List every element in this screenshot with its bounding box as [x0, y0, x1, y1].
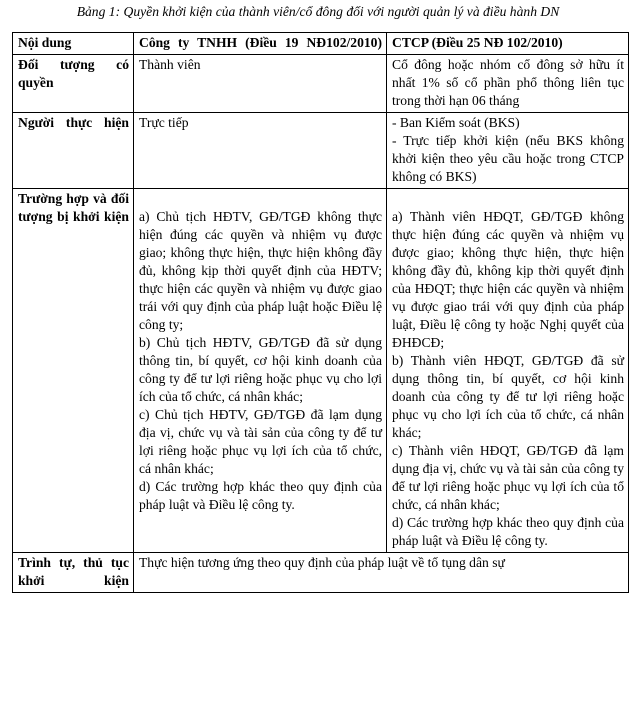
cell-tnhh	[134, 113, 387, 189]
cell-text: d) Các trường hợp khác theo quy định của pháp luật và Điều lệ công ty.	[392, 515, 624, 548]
cell-text: a) Thành viên HĐQT, GĐ/TGĐ không thực hiện đúng các quyền và nhiệm vụ được giao; không thực hiện, thực hiện không đầy đủ, không kịp thời quyết định của HĐQT; thực hiện các quyền và nhiệm vụ được giao trái với quy định của pháp luật, Điều lệ công ty hoặc Nghị quyết của ĐHĐCĐ;	[392, 209, 624, 350]
cell-tnhh	[134, 189, 387, 553]
cell-text: Cổ đông hoặc nhóm cổ đông sở hữu ít nhất 1% số cổ phần phổ thông liên tục trong thời hạn 06 tháng	[392, 57, 624, 108]
table-caption: Bảng 1: Quyền khởi kiện của thành viên/cổ đông đối với người quản lý và điều hành DN	[76, 4, 560, 19]
cell-text: a) Chủ tịch HĐTV, GĐ/TGĐ không thực hiện đúng các quyền và nhiệm vụ được giao; không thực hiện, thực hiện không đầy đủ, không kịp thời quyết định của HĐTV; thực hiện các quyền và nhiệm vụ được giao trái với quy định của pháp luật hoặc Điều lệ công ty;	[139, 209, 382, 332]
cell-ctcp	[387, 113, 629, 189]
row-label-cases: Trường hợp và đối tượng bị khởi kiện	[13, 189, 134, 553]
row-label-subject: Đối tượng có quyền	[13, 55, 134, 113]
cell-text: b) Chủ tịch HĐTV, GĐ/TGĐ đã sử dụng thông tin, bí quyết, cơ hội kinh doanh của công ty để tư lợi riêng hoặc phục vụ cho lợi ích của tổ chức, cá nhân khác;	[139, 335, 382, 404]
cell-text: Thành viên	[139, 57, 201, 72]
table-row	[13, 113, 629, 189]
cell-text: d) Các trường hợp khác theo quy định của pháp luật và Điều lệ công ty.	[139, 479, 382, 512]
header-tnhh: Công ty TNHH (Điều 19 NĐ102/2010)	[134, 33, 387, 55]
cell-text: Trực tiếp	[139, 115, 189, 130]
cell-procedure: Thực hiện tương ứng theo quy định của pháp luật về tố tụng dân sự	[134, 553, 629, 593]
cell-text: - Trực tiếp khởi kiện (nếu BKS không khởi kiện theo yêu cầu hoặc trong CTCP không có BKS)	[392, 133, 624, 184]
table-row	[13, 553, 629, 593]
cell-text: - Ban Kiểm soát (BKS)	[392, 115, 520, 130]
cell-ctcp	[387, 55, 629, 113]
header-ctcp: CTCP (Điều 25 NĐ 102/2010)	[387, 33, 629, 55]
cell-text: c) Thành viên HĐQT, GĐ/TGĐ đã lạm dụng địa vị, chức vụ và tài sản của công ty để tư lợi riêng hoặc phục vụ lợi ích của tổ chức, cá nhân khác;	[392, 443, 624, 512]
table-row	[13, 189, 629, 553]
table-header-row	[13, 33, 629, 55]
cell-ctcp	[387, 189, 629, 553]
cell-text: c) Chủ tịch HĐTV, GĐ/TGĐ đã lạm dụng địa vị, chức vụ và tài sản của công ty để tư lợi riêng hoặc phục vụ lợi ích của tổ chức, cá nhân khác;	[139, 407, 382, 476]
cell-tnhh	[134, 55, 387, 113]
rights-table	[12, 32, 629, 593]
row-label-performer: Người thực hiện	[13, 113, 134, 189]
cell-text: b) Thành viên HĐQT, GĐ/TGĐ đã sử dụng thông tin, bí quyết, cơ hội kinh doanh của công ty để tư lợi riêng hoặc phục vụ cho lợi ích của tổ chức, cá nhân khác;	[392, 353, 624, 440]
header-content: Nội dung	[13, 33, 134, 55]
table-row	[13, 55, 629, 113]
row-label-procedure: Trình tự, thủ tục khởi kiện	[13, 553, 134, 593]
